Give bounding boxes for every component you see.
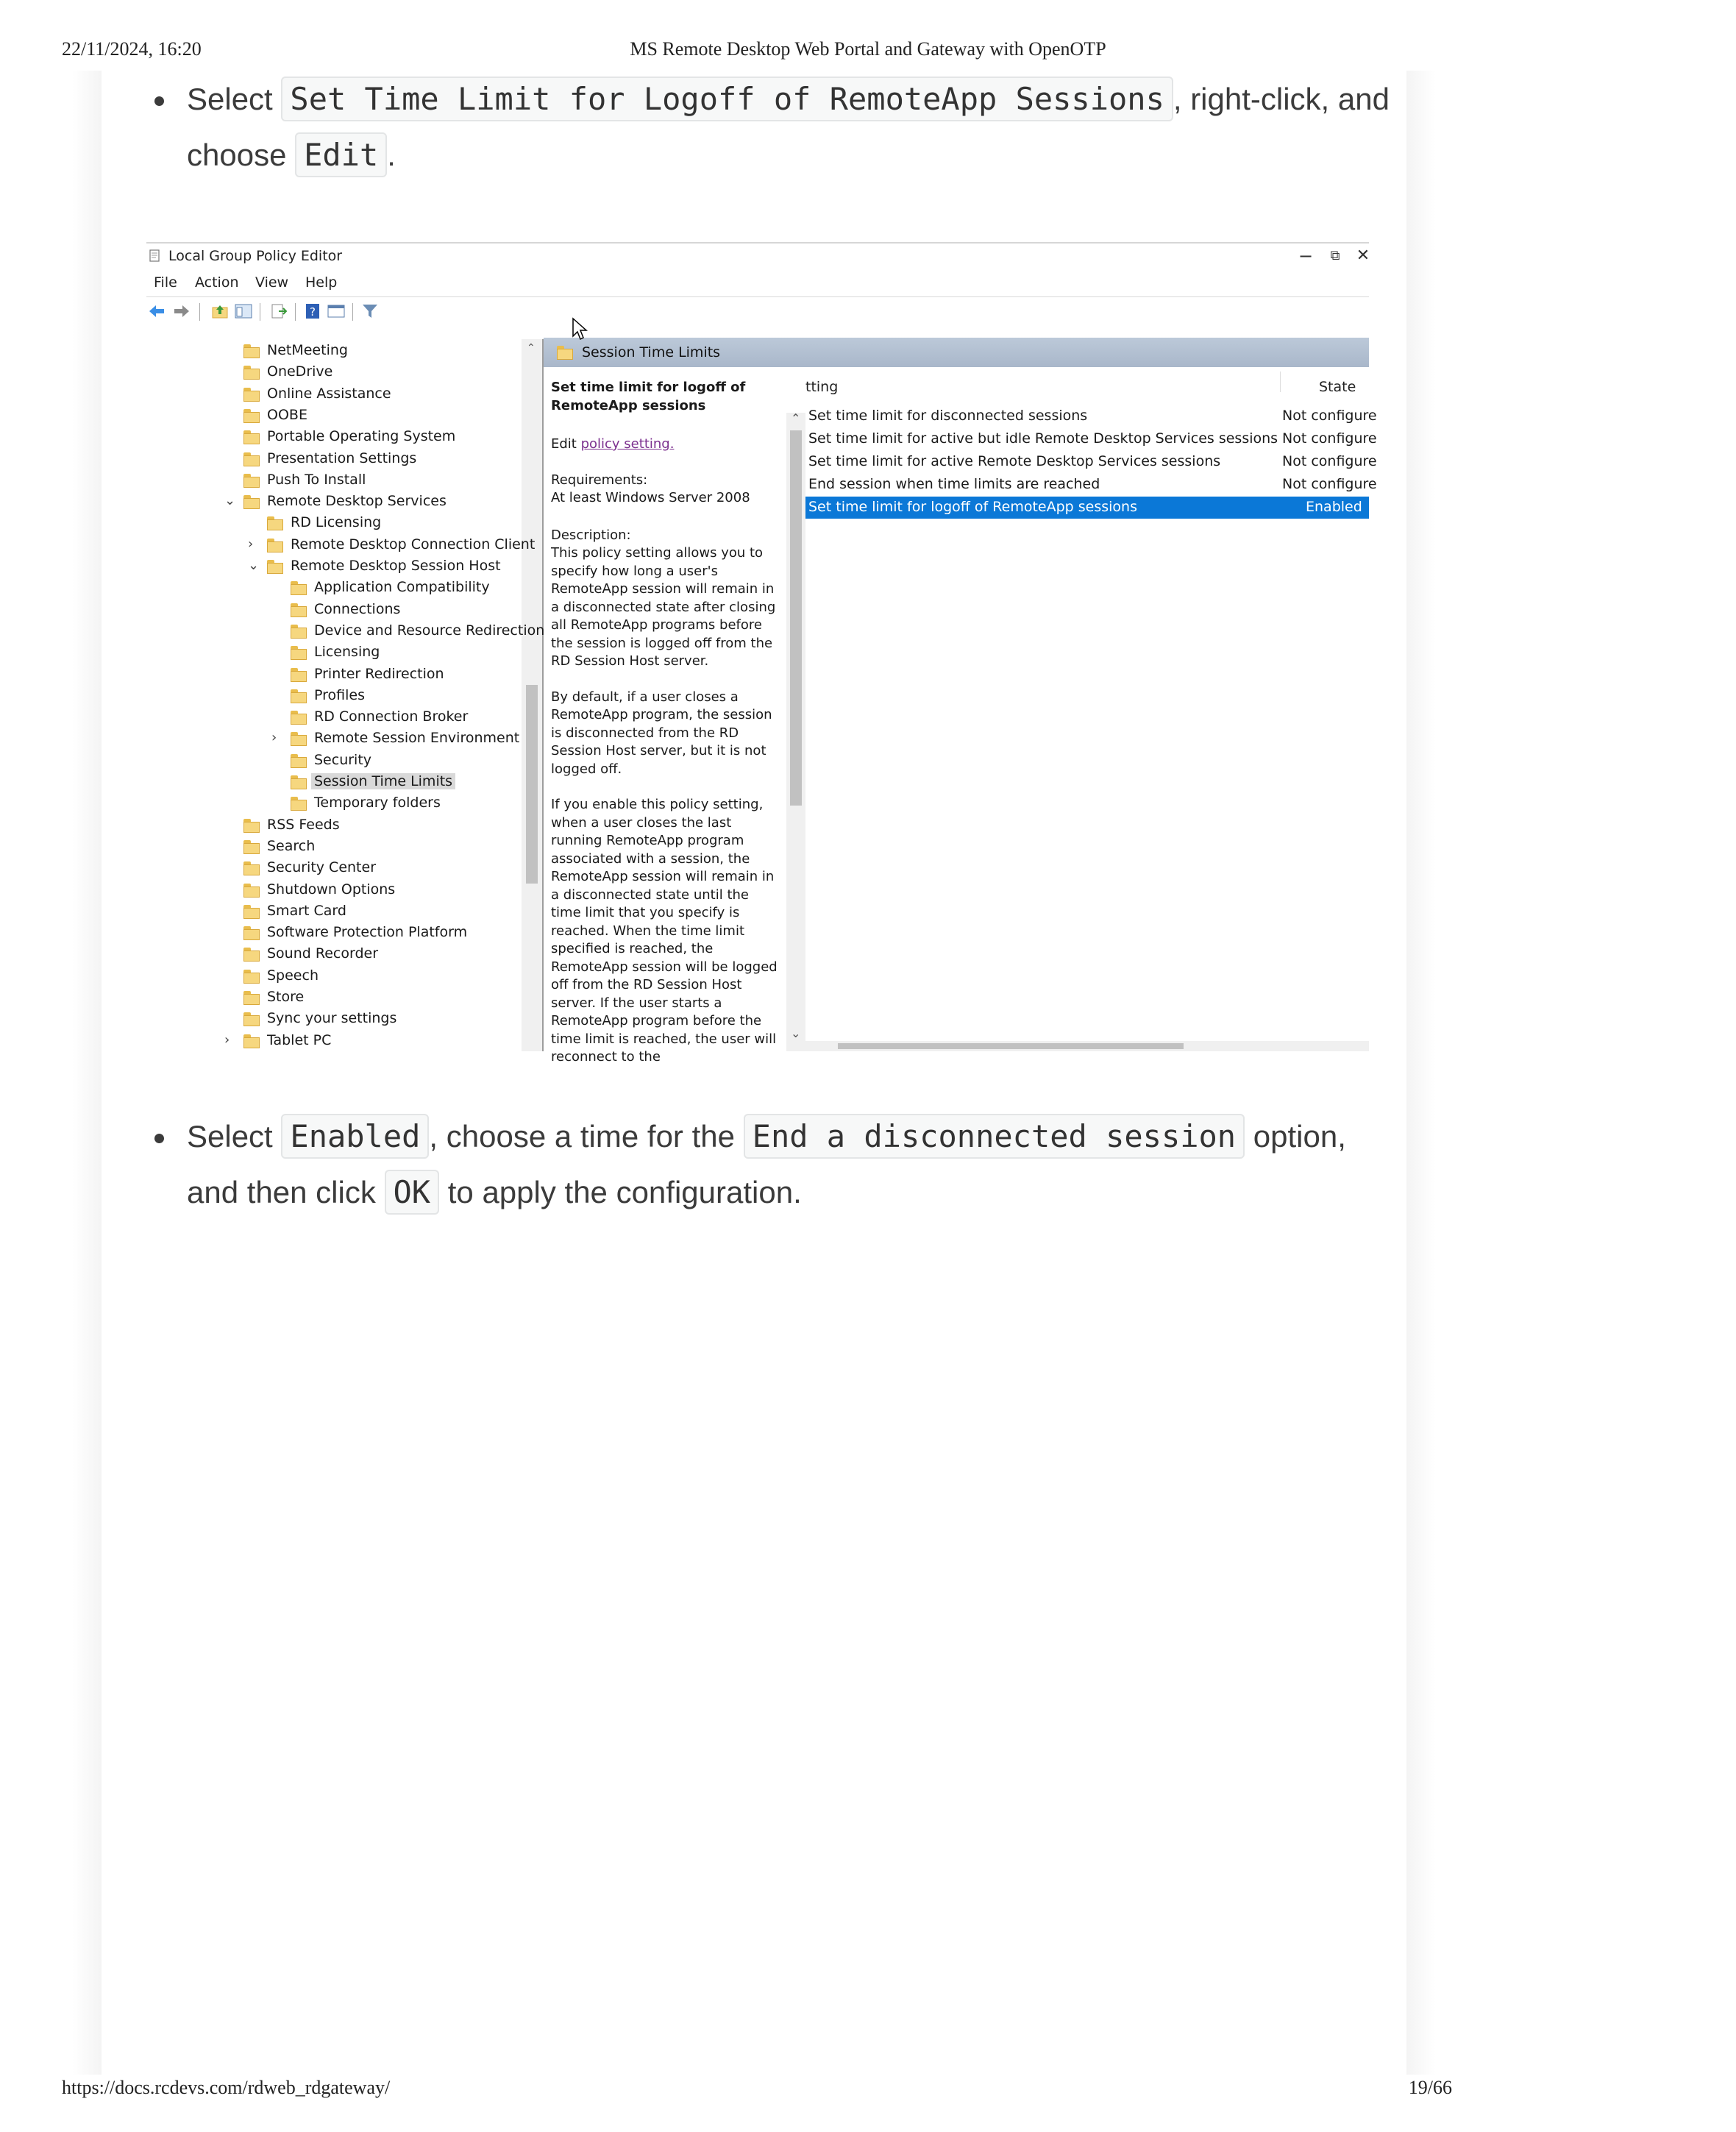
- folder-icon: [243, 388, 260, 401]
- folder-icon: [557, 346, 573, 359]
- filter-icon[interactable]: [361, 303, 379, 319]
- step1-suffix: .: [387, 138, 396, 172]
- desc-requirements-label: Requirements:: [551, 472, 648, 488]
- print-page-number: 19/66: [1408, 2077, 1452, 2098]
- pane-title: Session Time Limits: [582, 344, 721, 360]
- tree-item-label: Tablet PC: [267, 1031, 332, 1048]
- step2-line2-prefix: and then click: [187, 1175, 376, 1209]
- print-datetime: 22/11/2024, 16:20: [62, 38, 202, 60]
- step2-code-enabled: Enabled: [281, 1114, 429, 1159]
- collapse-chevron-icon[interactable]: ⌄: [248, 558, 260, 573]
- description-scrollbar[interactable]: [786, 413, 805, 1051]
- tree-item[interactable]: [271, 708, 522, 729]
- tree-item-label: Sound Recorder: [267, 945, 379, 962]
- setting-name: Set time limit for active but idle Remote Desktop Services sessions: [808, 430, 1278, 447]
- tree-item[interactable]: [271, 666, 522, 686]
- menu-bar: [146, 271, 1369, 294]
- window-title: Local Group Policy Editor: [168, 248, 343, 264]
- folder-icon: [243, 366, 260, 379]
- step2-suffix: option,: [1253, 1119, 1346, 1154]
- tree-item[interactable]: [224, 385, 522, 406]
- tree-item-label: Security: [314, 751, 372, 768]
- folder-icon: [291, 797, 307, 810]
- settings-horizontal-scrollbar[interactable]: [805, 1041, 1369, 1051]
- tree-item-label: Store: [267, 989, 305, 1005]
- tree-item[interactable]: [271, 622, 545, 643]
- tree-item-label: Application Compatibility: [314, 579, 490, 596]
- tree-item[interactable]: [224, 989, 522, 1009]
- properties-icon[interactable]: [327, 303, 345, 319]
- tree-item-label: Software Protection Platform: [267, 924, 468, 941]
- folder-icon: [291, 689, 307, 703]
- step1-code-policy: Set Time Limit for Logoff of RemoteApp Sessions: [281, 77, 1173, 121]
- setting-state: Not configure: [1282, 453, 1377, 469]
- tree-item-label: Push To Install: [267, 471, 366, 488]
- setting-name: End session when time limits are reached: [808, 476, 1100, 492]
- scroll-up-icon[interactable]: ⌃: [791, 411, 801, 425]
- step2-line2: [187, 1174, 802, 1210]
- desc-edit-prefix: Edit: [551, 436, 577, 452]
- tree-item[interactable]: [224, 924, 522, 945]
- tree-item-label: Temporary folders: [314, 795, 441, 811]
- tree-item[interactable]: [271, 687, 522, 708]
- tree-item-label: Security Center: [267, 859, 377, 876]
- group-policy-editor-screenshot: [146, 242, 1377, 1065]
- folder-icon: [291, 775, 307, 789]
- folder-icon: [243, 905, 260, 918]
- folder-icon: [243, 452, 260, 466]
- folder-icon: [243, 819, 260, 832]
- tree-item[interactable]: [271, 730, 522, 750]
- tree-item-label: Remote Desktop Session Host: [291, 558, 501, 574]
- toolbar: [146, 296, 1369, 325]
- tree-item[interactable]: [224, 967, 522, 988]
- setting-name: Set time limit for logoff of RemoteApp sessions: [808, 499, 1137, 515]
- folder-icon: [243, 884, 260, 897]
- tree-item-label: Device and Resource Redirection: [314, 622, 545, 639]
- folder-icon: [243, 991, 260, 1004]
- column-header-setting[interactable]: tting: [805, 379, 839, 395]
- tree-item[interactable]: [271, 601, 522, 622]
- up-folder-icon[interactable]: [211, 303, 229, 319]
- tree-item-label: Speech: [267, 967, 319, 984]
- folder-icon: [291, 732, 307, 745]
- desc-description-label: Description:: [551, 527, 631, 543]
- tree-item[interactable]: [271, 752, 522, 772]
- setting-name: Set time limit for disconnected sessions: [808, 408, 1088, 424]
- tree-item[interactable]: [224, 493, 522, 514]
- policy-editor-icon: [148, 249, 161, 263]
- tree-item[interactable]: [248, 558, 522, 578]
- column-header-state[interactable]: State: [1319, 379, 1356, 395]
- tree-item-label: RD Connection Broker: [314, 708, 469, 725]
- print-title: MS Remote Desktop Web Portal and Gateway with OpenOTP: [630, 38, 1106, 60]
- setting-state: Not configure: [1282, 430, 1377, 447]
- tree-item-label: Licensing: [314, 644, 380, 661]
- bullet-dot: [154, 1134, 164, 1143]
- description-scroll-thumb[interactable]: [790, 430, 802, 806]
- back-icon[interactable]: [148, 303, 166, 319]
- export-icon[interactable]: [270, 303, 288, 319]
- scroll-up-icon[interactable]: ⌃: [527, 342, 536, 354]
- menu-view[interactable]: View: [255, 274, 289, 291]
- expand-chevron-icon[interactable]: ›: [248, 536, 254, 552]
- tree-item[interactable]: [224, 450, 522, 471]
- print-footer: [0, 2077, 1506, 2103]
- tree-item-label: Portable Operating System: [267, 428, 456, 445]
- tree-item[interactable]: [224, 363, 522, 384]
- folder-icon: [291, 711, 307, 724]
- tree-item-label: Session Time Limits: [311, 773, 455, 789]
- page-shadow-right: [1406, 71, 1436, 2075]
- tree-item-label: Shutdown Options: [267, 881, 396, 898]
- folder-icon: [291, 581, 307, 594]
- folder-icon: [291, 754, 307, 767]
- tree-item[interactable]: [224, 1010, 522, 1031]
- folder-icon: [243, 430, 260, 444]
- folder-icon: [243, 495, 260, 508]
- tree-item-label: Remote Desktop Connection Client: [291, 536, 536, 552]
- page-shadow-left: [72, 71, 102, 2075]
- expand-chevron-icon[interactable]: ›: [271, 730, 277, 746]
- tree-item-label: Profiles: [314, 686, 365, 703]
- tree-item-label: NetMeeting: [267, 342, 348, 358]
- folder-icon: [291, 625, 307, 638]
- show-hide-tree-icon[interactable]: [235, 303, 252, 319]
- forward-icon[interactable]: [173, 303, 191, 319]
- print-header: [0, 38, 1506, 65]
- folder-icon: [243, 970, 260, 983]
- desc-paragraph-3: If you enable this policy setting, when a user closes the last running RemoteApp program associated with a session, the RemoteApp session will remain in a disconnected state until the time limit that you specify is reached. When the time limit specified is reached, the RemoteApp session will be logged off from the RD Session Host server. If the user starts a RemoteApp program before the time limit is reached, the user will reconnect to the: [551, 797, 778, 1065]
- setting-state: Enabled: [1306, 499, 1362, 515]
- tree-item-label: Remote Desktop Services: [267, 493, 447, 510]
- tree-item[interactable]: [224, 817, 522, 837]
- tree-item[interactable]: [224, 407, 522, 427]
- tree-item[interactable]: [271, 773, 522, 794]
- minimize-button[interactable]: −: [1298, 246, 1314, 266]
- tree-item-label: RSS Feeds: [267, 816, 340, 833]
- step2-line1: [187, 1118, 1346, 1154]
- window-titlebar: [146, 244, 1369, 269]
- tree-item-label: Online Assistance: [267, 385, 391, 402]
- restore-button[interactable]: ⧉: [1330, 248, 1340, 263]
- folder-icon: [267, 539, 283, 552]
- print-url: https://docs.rcdevs.com/rdweb_rdgateway/: [62, 2077, 391, 2098]
- folder-icon: [243, 409, 260, 422]
- folder-icon: [243, 474, 260, 487]
- tree-item[interactable]: [224, 472, 522, 492]
- menu-file[interactable]: File: [154, 274, 177, 291]
- setting-state: Not configure: [1282, 408, 1377, 424]
- folder-icon: [243, 926, 260, 939]
- setting-row[interactable]: [805, 428, 1377, 450]
- folder-icon: [243, 1012, 260, 1026]
- tree-item[interactable]: [248, 536, 536, 557]
- step1-middle: , right-click, and: [1173, 82, 1390, 116]
- folder-icon: [291, 603, 307, 616]
- tree-item-label: Remote Session Environment: [314, 730, 520, 747]
- tree-item[interactable]: [271, 795, 522, 815]
- step2-code-ok: OK: [385, 1170, 440, 1215]
- expand-chevron-icon[interactable]: ›: [224, 1031, 230, 1048]
- tree-item[interactable]: [248, 514, 522, 535]
- policy-setting-link[interactable]: policy setting.: [580, 436, 675, 452]
- policy-description: [544, 367, 786, 1065]
- scroll-down-icon[interactable]: ⌄: [791, 1026, 801, 1040]
- desc-requirements: At least Windows Server 2008: [551, 490, 750, 505]
- tree-item-label: Search: [267, 837, 316, 854]
- tree-item-label: Presentation Settings: [267, 450, 417, 466]
- tree-item-label: OOBE: [267, 406, 307, 423]
- tree-item-label: Printer Redirection: [314, 665, 444, 682]
- setting-state: Not configure: [1282, 476, 1377, 492]
- folder-icon: [243, 861, 260, 875]
- tree-item[interactable]: [224, 428, 522, 449]
- step1-line2: [187, 137, 396, 173]
- setting-row[interactable]: [805, 474, 1377, 496]
- folder-icon: [267, 560, 283, 573]
- step2-prefix: Select: [187, 1119, 273, 1154]
- folder-icon: [243, 344, 260, 358]
- step2-line2-suffix: to apply the configuration.: [447, 1175, 802, 1209]
- folder-icon: [243, 948, 260, 961]
- desc-edit-line: [551, 436, 780, 454]
- step1-line1: [187, 81, 1390, 117]
- pane-header: [544, 338, 1369, 367]
- desc-paragraph-2: By default, if a user closes a RemoteApp program, the session is disconnected from the RD Session Host server, but it is not logged off.: [551, 689, 772, 777]
- tree-item-label: RD Licensing: [291, 514, 382, 531]
- menu-action[interactable]: Action: [195, 274, 239, 291]
- mouse-cursor-icon: [572, 317, 588, 341]
- close-button[interactable]: ✕: [1356, 246, 1370, 265]
- desc-heading: Set time limit for logoff of RemoteApp sessions: [551, 380, 746, 413]
- folder-icon: [243, 840, 260, 853]
- setting-name: Set time limit for active Remote Desktop Services sessions: [808, 453, 1221, 469]
- tree-item-label: OneDrive: [267, 363, 333, 380]
- bullet-dot: [154, 96, 164, 106]
- help-icon[interactable]: [304, 303, 321, 319]
- tree-item[interactable]: [224, 1032, 522, 1053]
- settings-scroll-thumb[interactable]: [838, 1043, 1184, 1049]
- folder-icon: [291, 646, 307, 659]
- menu-help[interactable]: Help: [305, 274, 338, 291]
- tree-item[interactable]: [224, 881, 522, 902]
- tree-item[interactable]: [224, 903, 522, 923]
- folder-icon: [291, 668, 307, 681]
- setting-row[interactable]: [805, 451, 1377, 473]
- step2-code-end-session: End a disconnected session: [744, 1114, 1245, 1159]
- tree-item[interactable]: [224, 838, 522, 859]
- collapse-chevron-icon[interactable]: ⌄: [224, 493, 236, 509]
- tree-item-label: Smart Card: [267, 902, 346, 919]
- tree-item[interactable]: [271, 579, 522, 600]
- setting-row[interactable]: [805, 497, 1369, 519]
- tree-scroll-thumb[interactable]: [526, 685, 538, 884]
- tree-item[interactable]: [224, 859, 522, 880]
- step1-prefix: Select: [187, 82, 273, 116]
- step1-code-edit: Edit: [295, 132, 387, 177]
- step1-line2-prefix: choose: [187, 138, 287, 172]
- tree-item[interactable]: [224, 342, 522, 363]
- tree-scrollbar[interactable]: [522, 339, 542, 1051]
- tree-item-label: Connections: [314, 600, 401, 617]
- tree-item[interactable]: [271, 644, 522, 664]
- folder-icon: [243, 1034, 260, 1048]
- setting-row[interactable]: [805, 405, 1377, 427]
- tree-item[interactable]: [224, 945, 522, 966]
- folder-icon: [267, 516, 283, 530]
- desc-paragraph-1: This policy setting allows you to specify how long a user's RemoteApp session will remain in a disconnected state after closing all RemoteApp programs before the session is logged off from the RD Session Host server.: [551, 545, 776, 669]
- step2-middle: , choose a time for the: [429, 1119, 735, 1154]
- tree-item-label: Sync your settings: [267, 1010, 397, 1027]
- svg-text:?: ?: [310, 305, 316, 319]
